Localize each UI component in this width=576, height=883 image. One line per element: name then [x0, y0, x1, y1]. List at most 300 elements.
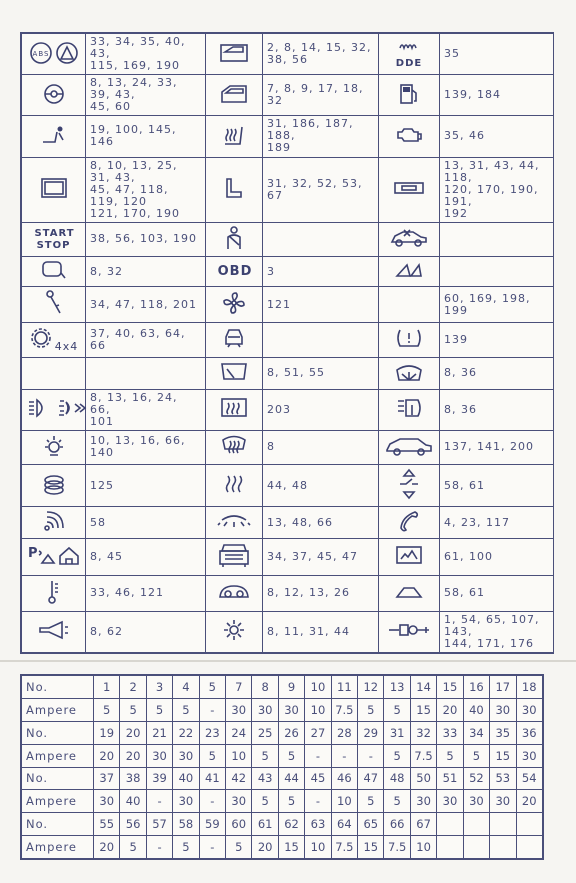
fuse-number-cell — [490, 813, 516, 836]
fuse-numbers: 19, 100, 145, 146 — [90, 123, 177, 149]
legend-fuse-cell — [86, 323, 206, 357]
fuse-number-cell: 42 — [226, 767, 252, 790]
ampere-cell: - — [305, 744, 331, 767]
svg-text:ABS: ABS — [32, 49, 49, 58]
legend-icon-cell — [379, 222, 440, 256]
ampere-cell: 5 — [437, 744, 463, 767]
legend-icon-cell — [22, 539, 86, 575]
legend-icon-cell — [379, 116, 440, 157]
seat-icon — [221, 176, 247, 200]
ampere-cell: - — [305, 790, 331, 813]
rear-wiper-icon — [219, 361, 249, 383]
ampere-cell: 20 — [94, 836, 120, 859]
fuse-number-cell: 27 — [305, 721, 331, 744]
ampere-cell: 10 — [305, 698, 331, 721]
legend-icon-cell — [206, 323, 263, 357]
legend-fuse-cell — [86, 611, 206, 652]
windshield-washer-icon — [394, 360, 424, 384]
ampere-cell: 30 — [516, 698, 543, 721]
row-label: Ampere — [22, 744, 94, 767]
ampere-cell: 30 — [410, 790, 436, 813]
legend-icon-cell — [206, 287, 263, 323]
fuse-number-cell: 2 — [120, 676, 146, 699]
fuse-number-cell: 65 — [358, 813, 384, 836]
seat-adjust-icon — [39, 124, 69, 146]
legend-fuse-cell — [263, 116, 379, 157]
legend-icon-cell — [22, 357, 86, 389]
ampere-cell: - — [146, 836, 172, 859]
fuse-number-cell: 46 — [331, 767, 357, 790]
fuse-number-cell: 66 — [384, 813, 410, 836]
interior-light-icon — [42, 434, 66, 458]
ampere-row — [22, 698, 543, 721]
fuse-number-cell: 10 — [305, 676, 331, 699]
row-label: No. — [22, 676, 94, 699]
legend-fuse-cell — [86, 389, 206, 430]
legend-icon-cell — [206, 357, 263, 389]
legend-fuse-cell — [440, 34, 554, 75]
legend-row — [22, 157, 554, 222]
radio-unit-icon — [393, 180, 425, 196]
fuse-number-cell — [437, 813, 463, 836]
legend-row — [22, 257, 554, 287]
fuse-numbers: 8, 12, 13, 26 — [267, 586, 350, 600]
legend-icon-cell — [22, 75, 86, 116]
fuse-numbers: 38, 56, 103, 190 — [90, 232, 197, 246]
ampere-cell: 30 — [146, 744, 172, 767]
washer-nozzle-icon — [394, 397, 424, 419]
car-alarm-icon — [389, 227, 429, 249]
legend-fuse-cell — [440, 464, 554, 506]
legend-fuse-cell — [86, 357, 206, 389]
fuse-number-cell: 15 — [437, 676, 463, 699]
ampere-cell: 15 — [358, 836, 384, 859]
switch-arrows-icon — [397, 467, 421, 501]
paper-fold-line — [0, 660, 576, 662]
mirror-icon — [40, 259, 68, 281]
legend-fuse-cell — [440, 430, 554, 464]
legend-fuse-cell — [86, 116, 206, 157]
legend-icon-cell — [22, 34, 86, 75]
legend-fuse-cell — [263, 34, 379, 75]
key-icon — [44, 289, 64, 317]
fuse-numbers: 31, 186, 187, 188, 189 — [267, 117, 354, 155]
fuse-numbers: 8, 10, 13, 25, 31, 43, 45, 47, 118, 119, 120 121, 170, 190 — [90, 158, 180, 220]
awd-gear-icon — [29, 326, 53, 350]
fuse-numbers: 8, 13, 16, 24, 66, 101 — [90, 390, 178, 428]
fuse-number-cell: 48 — [384, 767, 410, 790]
ampere-cell: 20 — [252, 836, 278, 859]
ampere-cell: 5 — [463, 744, 489, 767]
legend-icon-cell — [206, 34, 263, 75]
legend-row — [22, 34, 554, 75]
fuse-number-cell: 32 — [410, 721, 436, 744]
fuse-numbers: 8, 36 — [444, 402, 477, 416]
fuse-numbers: 61, 100 — [444, 549, 493, 563]
legend-icon-cell — [379, 287, 440, 323]
fuse-number-cell: 3 — [146, 676, 172, 699]
ampere-cell: 20 — [437, 698, 463, 721]
legend-fuse-cell — [440, 75, 554, 116]
dashboard-icon — [217, 541, 251, 569]
ampere-cell: 20 — [516, 790, 543, 813]
ampere-cell: 30 — [94, 790, 120, 813]
fuse-numbers: 203 — [267, 402, 291, 416]
legend-fuse-cell — [440, 116, 554, 157]
fuse-number-cell: 25 — [252, 721, 278, 744]
sunroof-light-icon — [217, 512, 251, 530]
fuse-number-cell: 26 — [278, 721, 304, 744]
abs-airbag-icon — [28, 40, 80, 66]
legend-icon-cell — [379, 389, 440, 430]
legend-fuse-cell — [86, 222, 206, 256]
fuse-number-cell: 51 — [437, 767, 463, 790]
ampere-cell: 5 — [278, 790, 304, 813]
fuse-numbers: 7, 8, 9, 17, 18, 32 — [267, 82, 364, 108]
instrument-cluster-icon — [217, 582, 251, 602]
fuel-pump-icon — [398, 82, 420, 106]
fuse-numbers: 37, 40, 63, 64, 66 — [90, 326, 186, 352]
legend-fuse-cell — [263, 539, 379, 575]
legend-fuse-cell — [86, 539, 206, 575]
ampere-cell: 5 — [358, 790, 384, 813]
fuse-number-cell: 7 — [226, 676, 252, 699]
blank-icon — [49, 367, 59, 377]
legend-icon-cell — [379, 75, 440, 116]
fuse-number-cell: 59 — [199, 813, 225, 836]
ampere-cell: 5 — [173, 836, 199, 859]
fuse-number-cell: 1 — [94, 676, 120, 699]
legend-icon-cell — [379, 357, 440, 389]
fuse-number-cell: 55 — [94, 813, 120, 836]
icon-label: OBD — [217, 263, 253, 279]
ampere-cell: 20 — [94, 744, 120, 767]
fuse-number-cell: 57 — [146, 813, 172, 836]
fuse-number-cell: 61 — [252, 813, 278, 836]
legend-icon-cell — [206, 222, 263, 256]
ampere-cell: 7.5 — [384, 836, 410, 859]
legend-row — [22, 287, 554, 323]
ampere-cell: 10 — [305, 836, 331, 859]
horn-icon — [37, 619, 71, 641]
fuse-number-cell: 24 — [226, 721, 252, 744]
legend-icon-cell — [379, 430, 440, 464]
fuse-numbers: 13, 31, 43, 44, 118, 120, 170, 190, 191, 192 — [444, 158, 540, 220]
fuse-number-cell: 33 — [437, 721, 463, 744]
cd-changer-icon — [41, 471, 67, 497]
fuse-number-cell: 60 — [226, 813, 252, 836]
ampere-cell: 30 — [437, 790, 463, 813]
legend-icon-cell — [22, 257, 86, 287]
car-door-icon — [219, 83, 249, 105]
ampere-cell: 5 — [384, 698, 410, 721]
ampere-cell — [490, 836, 516, 859]
ampere-cell: 5 — [94, 698, 120, 721]
legend-icon-cell — [206, 507, 263, 539]
legend-fuse-cell — [263, 222, 379, 256]
legend-icon-cell — [379, 323, 440, 357]
ampere-cell: 7.5 — [410, 744, 436, 767]
fuse-number-cell: 53 — [490, 767, 516, 790]
legend-row — [22, 116, 554, 157]
fuse-number-cell: 64 — [331, 813, 357, 836]
fuse-numbers: 2, 8, 14, 15, 32, 38, 56 — [267, 41, 372, 67]
fuse-numbers: 35, 46 — [444, 129, 485, 143]
legend-icon-cell — [206, 257, 263, 287]
icon-label: START STOP — [34, 228, 75, 252]
fuse-number-cell: 12 — [358, 676, 384, 699]
fuse-numbers: 13, 48, 66 — [267, 515, 333, 529]
legend-fuse-cell — [263, 389, 379, 430]
fuse-numbers: 3 — [267, 264, 275, 278]
roof-icon — [394, 584, 424, 600]
fuse-numbers: 8, 45 — [90, 549, 123, 563]
legend-fuse-cell — [440, 389, 554, 430]
legend-row — [22, 507, 554, 539]
fuse-number-cell: 47 — [358, 767, 384, 790]
row-label: No. — [22, 767, 94, 790]
fuse-numbers: 139 — [444, 332, 468, 346]
legend-icon-cell — [379, 34, 440, 75]
fuse-number-cell: 52 — [463, 767, 489, 790]
ampere-cell: 5 — [278, 744, 304, 767]
fuse-number-cell: 20 — [120, 721, 146, 744]
legend-fuse-cell — [440, 157, 554, 222]
legend-icon-cell — [22, 389, 86, 430]
display-screen-icon — [39, 177, 69, 199]
legend-row — [22, 611, 554, 652]
legend-fuse-cell — [440, 323, 554, 357]
navigation-icon — [394, 544, 424, 566]
ampere-cell: 30 — [516, 744, 543, 767]
fuse-number-cell: 34 — [463, 721, 489, 744]
legend-fuse-cell — [263, 430, 379, 464]
legend-icon-cell — [206, 611, 263, 652]
ampere-cell: 30 — [173, 790, 199, 813]
fuse-numbers: 8, 51, 55 — [267, 366, 325, 380]
ampere-cell: 5 — [173, 698, 199, 721]
ampere-cell: - — [199, 836, 225, 859]
engine-icon — [394, 124, 424, 146]
ampere-cell: - — [146, 790, 172, 813]
ampere-cell: 5 — [120, 698, 146, 721]
fuse-numbers: 44, 48 — [267, 478, 308, 492]
fuse-number-cell: 4 — [173, 676, 199, 699]
ampere-cell: 20 — [120, 744, 146, 767]
fuse-number-cell: 43 — [252, 767, 278, 790]
legend-fuse-cell — [86, 257, 206, 287]
fuse-number-row — [22, 676, 543, 699]
legend-fuse-cell — [440, 257, 554, 287]
legend-fuse-cell — [263, 507, 379, 539]
fuse-number-cell: 54 — [516, 767, 543, 790]
fuse-number-cell: 14 — [410, 676, 436, 699]
ampere-cell — [437, 836, 463, 859]
fuse-numbers: 8, 13, 24, 33, 39, 43, 45, 60 — [90, 76, 178, 114]
legend-icon-cell — [379, 257, 440, 287]
legend-icon-cell — [22, 116, 86, 157]
legend-icon-cell — [379, 575, 440, 611]
fuse-legend-table — [21, 33, 554, 653]
fuse-number-cell: 16 — [463, 676, 489, 699]
fuse-numbers: 8, 32 — [90, 264, 123, 278]
ampere-cell: 7.5 — [331, 836, 357, 859]
ampere-row — [22, 744, 543, 767]
fuse-numbers: 8 — [267, 440, 275, 454]
row-label: No. — [22, 721, 94, 744]
legend-row — [22, 75, 554, 116]
ampere-cell: - — [199, 698, 225, 721]
fan-icon — [221, 290, 247, 316]
ampere-cell: 5 — [384, 744, 410, 767]
ampere-cell: 30 — [226, 698, 252, 721]
legend-fuse-cell — [86, 75, 206, 116]
vehicle-front-icon — [221, 325, 247, 351]
fuse-number-cell — [516, 813, 543, 836]
fuse-numbers: 31, 32, 52, 53, 67 — [267, 176, 363, 202]
legend-fuse-cell — [86, 287, 206, 323]
ampere-cell: 5 — [252, 790, 278, 813]
legend-fuse-cell — [86, 507, 206, 539]
fuse-number-cell — [463, 813, 489, 836]
ampere-cell: 10 — [410, 836, 436, 859]
ampere-table — [21, 675, 543, 859]
legend-icon-cell — [379, 611, 440, 652]
fuse-number-cell: 18 — [516, 676, 543, 699]
ampere-cell: 5 — [199, 744, 225, 767]
legend-fuse-cell — [440, 611, 554, 652]
ampere-cell — [463, 836, 489, 859]
legend-row — [22, 323, 554, 357]
fuse-number-cell: 50 — [410, 767, 436, 790]
legend-icon-cell — [206, 464, 263, 506]
ampere-cell: 5 — [226, 836, 252, 859]
fuse-number-cell: 62 — [278, 813, 304, 836]
ampere-cell: 30 — [278, 698, 304, 721]
icon-label: DDE — [395, 57, 423, 69]
fuse-number-cell: 9 — [278, 676, 304, 699]
legend-fuse-cell — [263, 611, 379, 652]
legend-icon-cell — [22, 287, 86, 323]
fuse-numbers: 60, 169, 198, 199 — [444, 291, 531, 317]
thermometer-icon — [46, 578, 62, 606]
ampere-cell: 5 — [384, 790, 410, 813]
ampere-table-box — [20, 674, 544, 860]
ampere-cell: 15 — [490, 744, 516, 767]
warning-triangle-icon — [394, 261, 424, 279]
legend-fuse-cell — [86, 34, 206, 75]
legend-fuse-cell — [86, 157, 206, 222]
legend-icon-cell — [206, 430, 263, 464]
legend-fuse-cell — [440, 287, 554, 323]
ampere-row — [22, 836, 543, 859]
fuse-number-cell: 36 — [516, 721, 543, 744]
fuse-number-cell: 8 — [252, 676, 278, 699]
legend-fuse-cell — [440, 575, 554, 611]
ampere-cell: 5 — [358, 698, 384, 721]
legend-fuse-cell — [263, 575, 379, 611]
fuse-number-cell: 63 — [305, 813, 331, 836]
car-side-icon — [384, 435, 434, 457]
fuse-numbers: 8, 36 — [444, 366, 477, 380]
headlight-icon — [26, 398, 88, 418]
fuse-numbers: 8, 11, 31, 44 — [267, 624, 350, 638]
legend-icon-cell — [206, 575, 263, 611]
ampere-cell: 5 — [120, 836, 146, 859]
legend-icon-cell — [206, 157, 263, 222]
legend-icon-cell — [22, 507, 86, 539]
legend-icon-cell — [379, 507, 440, 539]
fuse-numbers: 35 — [444, 47, 460, 61]
heat-icon — [223, 473, 245, 495]
legend-fuse-cell — [263, 323, 379, 357]
fuse-number-cell: 17 — [490, 676, 516, 699]
legend-row — [22, 389, 554, 430]
ampere-row — [22, 790, 543, 813]
fuse-numbers: 4, 23, 117 — [444, 515, 510, 529]
legend-fuse-cell — [440, 357, 554, 389]
ampere-cell: 15 — [278, 836, 304, 859]
ampere-cell: 30 — [252, 698, 278, 721]
fuse-number-cell: 44 — [278, 767, 304, 790]
ampere-cell: 10 — [226, 744, 252, 767]
ampere-cell: - — [199, 790, 225, 813]
legend-icon-cell — [206, 539, 263, 575]
fuse-numbers: 125 — [90, 478, 114, 492]
fuse-number-cell: 35 — [490, 721, 516, 744]
fuse-numbers: 8, 62 — [90, 624, 123, 638]
heated-windshield-icon — [220, 433, 248, 459]
fuse-number-cell: 31 — [384, 721, 410, 744]
ampere-cell: 40 — [120, 790, 146, 813]
fuse-number-cell: 22 — [173, 721, 199, 744]
fuse-numbers: 139, 184 — [444, 88, 501, 102]
fuse-numbers: 137, 141, 200 — [444, 440, 534, 454]
legend-icon-cell — [22, 222, 86, 256]
fuse-number-cell: 58 — [173, 813, 199, 836]
legend-icon-cell — [22, 611, 86, 652]
ampere-cell: 10 — [331, 790, 357, 813]
legend-fuse-cell — [263, 357, 379, 389]
fuse-numbers: 58, 61 — [444, 478, 485, 492]
legend-icon-cell — [22, 323, 86, 357]
fuse-number-cell: 56 — [120, 813, 146, 836]
legend-icon-cell — [379, 464, 440, 506]
legend-icon-cell — [206, 389, 263, 430]
fuse-legend-sheet — [20, 32, 554, 654]
blank-icon — [404, 298, 414, 308]
dde-icon — [394, 40, 424, 54]
fuse-numbers: 33, 34, 35, 40, 43, 115, 169, 190 — [90, 35, 186, 73]
tire-pressure-icon — [394, 327, 424, 349]
legend-fuse-cell — [86, 430, 206, 464]
legend-icon-cell — [22, 464, 86, 506]
legend-fuse-cell — [263, 464, 379, 506]
legend-fuse-cell — [263, 157, 379, 222]
ampere-cell: 5 — [146, 698, 172, 721]
row-label: No. — [22, 813, 94, 836]
legend-fuse-cell — [86, 464, 206, 506]
fuse-numbers: 1, 54, 65, 107, 143, 144, 171, 176 — [444, 612, 540, 650]
svg-text:P: P — [28, 546, 39, 562]
legend-row — [22, 222, 554, 256]
legend-fuse-cell — [86, 575, 206, 611]
fuse-number-cell: 67 — [410, 813, 436, 836]
phone-handset-icon — [397, 509, 421, 533]
row-label: Ampere — [22, 698, 94, 721]
rear-defrost-icon — [219, 397, 249, 419]
fuse-numbers: 58 — [90, 515, 106, 529]
